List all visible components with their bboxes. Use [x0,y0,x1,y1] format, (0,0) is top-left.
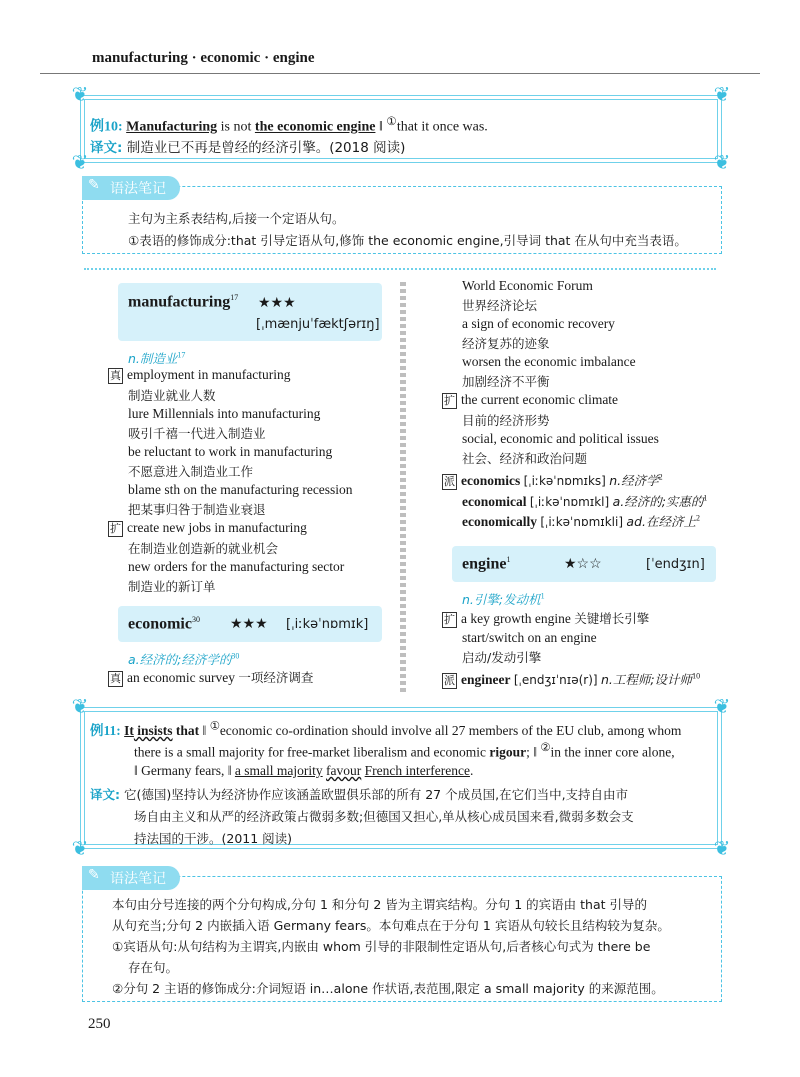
word-card-manufacturing [118,283,382,341]
example-11-translation: 场自由主义和从严的经济政策占微弱多数;但德国又担心,单从核心成员国来看,微弱多数会支 [134,809,634,824]
section-divider [84,268,716,270]
tag-zhen: 真 [110,672,121,685]
phonetic: [ˌiːkəˈnɒmɪk] [286,617,369,632]
example-11-line-3: ‖ Germany fears, ‖ a small majority favour French interference. [134,763,474,778]
grammar-note-1-line: 主句为主系表结构,后接一个定语从句。 [128,211,345,226]
example-10-sentence: 例10: Manufacturing is not the economic engine ‖ ①that it once was. [90,115,488,135]
page-number: 250 [88,1016,111,1032]
part-of-speech: n.制造业$^{17}$ [128,350,186,366]
headword: manufacturing$^{17}$ [128,293,239,311]
running-header: manufacturing · economic · engine [92,50,315,66]
tag-zhen: 真 [110,369,121,382]
pen-icon: ✎ [88,178,100,193]
example-11-translation: 持法国的干涉。(2011 阅读) [134,831,293,846]
word-card-economic [118,606,382,642]
phonetic: [ˌmænjuˈfæktʃərɪŋ] [256,317,380,332]
pen-icon: ✎ [88,868,100,883]
phrase-list: 扩 a key growth engine 关键增长引擎 start/switch on an engine 启动/发动引擎 派 engineer [ˌendʒɪˈnɪə(r)] n.工程师;设计师$^{10}$ [444,611,701,687]
part-of-speech: a.经济的;经济学的$^{30}$ [128,651,240,667]
ornament-corner-icon: ❦ [71,84,89,106]
frequency-stars: ★☆☆ [564,557,602,572]
ornament-corner-icon: ❦ [713,838,731,860]
word-card-engine [452,546,716,582]
grammar-note-1-tag: 语法笔记 [82,176,180,200]
grammar-note-2-line: 存在句。 [128,960,179,975]
phrase-list: 真 an economic survey 一项经济调查 [110,670,314,685]
ornament-corner-icon: ❦ [71,696,89,718]
ornament-corner-icon: ❦ [71,152,89,174]
tag-kuo: 扩 [110,522,121,535]
example-10-translation: 译文: 制造业已不再是曾经的经济引擎。(2018 阅读) [90,140,406,156]
grammar-note-2-line: ②分句 2 主语的修饰成分:介词短语 in…alone 作状语,表范围,限定 a small majority 的来源范围。 [112,981,664,996]
ornament-corner-icon: ❦ [713,84,731,106]
grammar-note-2-line: 本句由分号连接的两个分句构成,分句 1 和分句 2 皆为主谓宾结构。分句 1 的宾语由 that 引导的 [112,897,648,912]
tag-pai: 派 [444,475,455,488]
part-of-speech: n.引擎;发动机$^1$ [462,591,545,607]
tag-pai: 派 [444,674,455,687]
tag-kuo: 扩 [444,394,455,407]
header-rule [40,73,760,74]
column-separator [400,282,406,694]
frequency-stars: ★★★ [230,617,268,632]
tag-kuo: 扩 [444,613,455,626]
phrase-list: 真 employment in manufacturing 制造业就业人数 lure Millennials into manufacturing 吸引千禧一代进入制造业 be reluctant to work in manufacturing 不愿意进入制造业工作 blame sth on the manufacturing recession 把某事归咎于制造业衰退 扩 create new jobs in manufacturing 在制造业创造新的就业机会 new orders for the manufacturing sector 制造业的新订单 [110,367,353,594]
example-11-line-2: there is a small majority for free-market liberalism and economic rigour; ‖ ②in the inner core alone, [134,742,675,760]
example-11-translation: 译文: 它(德国)坚持认为经济协作应该涵盖欧盟俱乐部的所有 27 个成员国,在它们当中,支持自由市 [90,787,629,802]
ornament-corner-icon: ❦ [713,696,731,718]
ornament-corner-icon: ❦ [71,838,89,860]
grammar-note-2-line: 从句充当;分句 2 内嵌插入语 Germany fears。本句难点在于分句 1 宾语从句较长且结构较为复杂。 [112,918,670,933]
headword: engine$^1$ [462,555,511,573]
headword: economic$^{30}$ [128,615,200,633]
grammar-note-2-line: ①宾语从句:从句结构为主谓宾,内嵌由 whom 引导的非限制性定语从句,后者核心句式为 there be [112,939,651,954]
example-11-line-1: 例11: It insists that ‖ ①economic co-ordination should involve all 27 members of the EU club, among whom [90,720,682,738]
grammar-note-2-tag: 语法笔记 [82,866,180,890]
phrase-list: World Economic Forum 世界经济论坛 a sign of economic recovery 经济复苏的迹象 worsen the economic imbalance 加剧经济不平衡 扩 the current economic climate 目前的经济形势 social, economic and political issues 社会、经济和政治问题 派 economics [ˌiːkəˈnɒmɪks] n.经济学$^2$ economical [ˌiːkəˈnɒmɪkl] a.经济的;实惠的$^1$ economically [ˌiːkəˈnɒmɪkli] ad.在经济上$^2$ [444,278,708,529]
ornament-corner-icon: ❦ [713,152,731,174]
frequency-stars: ★★★ [258,296,296,311]
phonetic: [ˈendʒɪn] [646,557,705,572]
grammar-note-1-line: ①表语的修饰成分:that 引导定语从句,修饰 the economic engine,引导词 that 在从句中充当表语。 [128,233,687,248]
